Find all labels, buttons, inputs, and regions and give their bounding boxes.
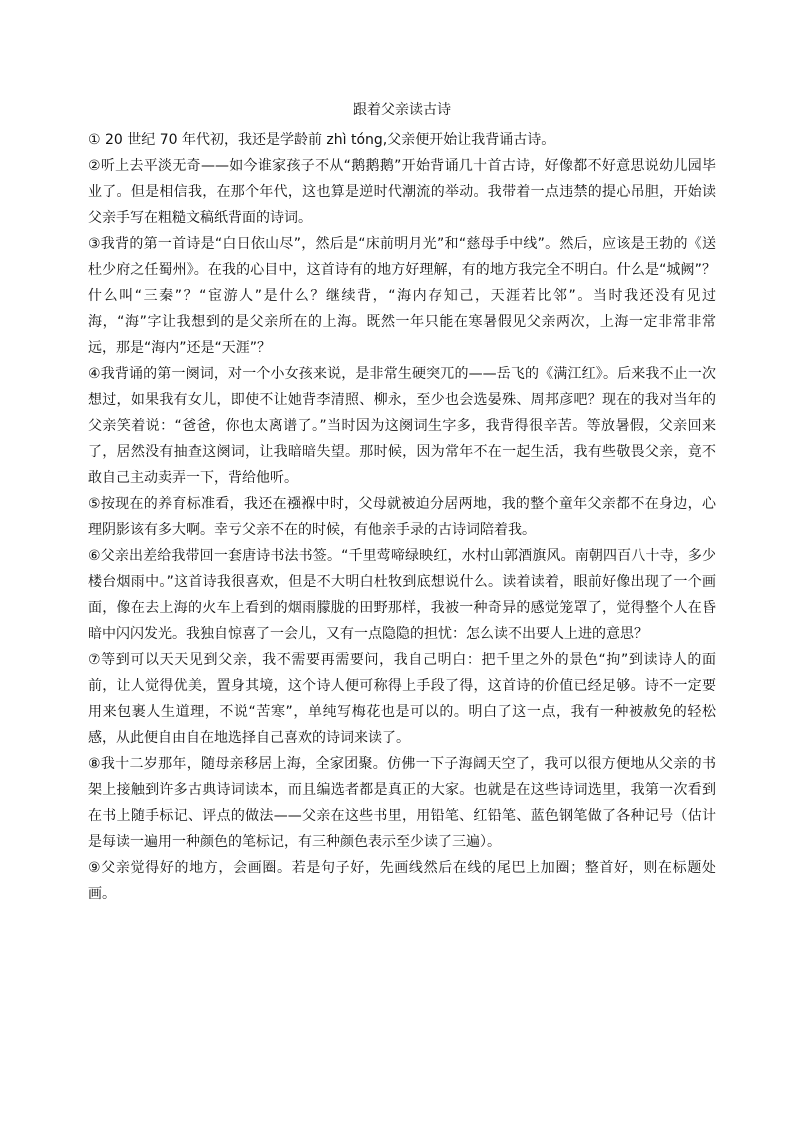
paragraph-5: ⑤按现在的养育标准看，我还在襁褓中时，父母就被迫分居两地，我的整个童年父亲都不在身边，心理阴影该有多大啊。幸亏父亲不在的时候，有他亲手录的古诗词陪着我。 [88,496,716,538]
paragraph-8: ⑧我十二岁那年，随母亲移居上海，全家团聚。仿佛一下子海阔天空了，我可以很方便地从父亲的书架上接触到许多古典诗词读本，而且编选者都是真正的大家。也就是在这些诗词选里，我第一次看到在书上随手标记、评点的做法——父亲在这些书里，用铅笔、红铅笔、蓝色钢笔做了各种记号（估计是每读一遍用一种颜色的笔标记，有三种颜色表示至少读了三遍）。 [88,756,716,850]
document-title: 跟着父亲读古诗 [353,102,451,118]
paragraph-4: ④我背诵的第一阕词，对一个小女孩来说，是非常生硬突兀的——岳飞的《满江红》。后来我不止一次想过，如果我有女儿，即使不让她背李清照、柳永，至少也会选晏殊、周邦彦吧？现在的我对当年的父亲笑着说：“爸爸，你也太离谱了。”当时因为这阕词生字多，我背得很辛苦。等放暑假，父亲回来了，居然没有抽查这阕词，让我暗暗失望。那时候，因为常年不在一起生活，我有些敬畏父亲，竟不敢自己主动卖弄一下，背给他听。 [88,366,716,486]
paragraph-6: ⑥父亲出差给我带回一套唐诗书法书签。“千里莺啼绿映红，水村山郭酒旗风。南朝四百八十寺，多少楼台烟雨中。”这首诗我很喜欢，但是不大明白杜牧到底想说什么。读着读着，眼前好像出现了一个画面，像在去上海的火车上看到的烟雨朦胧的田野那样，我被一种奇异的感觉笼罩了，觉得整个人在昏暗中闪闪发光。我独自惊喜了一会儿，又有一点隐隐的担忧：怎么读不出要人上进的意思？ [88,548,716,642]
paragraph-2: ②听上去平淡无奇——如今谁家孩子不从“鹅鹅鹅”开始背诵几十首古诗，好像都不好意思说幼儿园毕业了。但是相信我，在那个年代，这也算是逆时代潮流的举动。我带着一点违禁的提心吊胆，开始读父亲手写在粗糙文稿纸背面的诗词。 [88,158,716,226]
paragraph-9: ⑨父亲觉得好的地方，会画圈。若是句子好，先画线然后在线的尾巴上加圈；整首好，则在标题处画。 [88,860,716,902]
document-page [88,100,716,907]
paragraph-3: ③我背的第一首诗是“白日依山尽”，然后是“床前明月光”和“慈母手中线”。然后，应该是王勃的《送杜少府之任蜀州》。在我的心目中，这首诗有的地方好理解，有的地方我完全不明白。什么是“城阙”？什么叫“三秦”？“宦游人”是什么？继续背，“海内存知己，天涯若比邻”。当时我还没有见过海，“海”字让我想到的是父亲所在的上海。既然一年只能在寒暑假见父亲两次，上海一定非常非常远，那是“海内”还是“天涯”？ [88,236,716,356]
paragraph-7: ⑦等到可以天天见到父亲，我不需要再需要问，我自己明白：把千里之外的景色“拘”到读诗人的面前，让人觉得优美，置身其境，这个诗人便可称得上手段了得，这首诗的价值已经足够。诗不一定要用来包裹人生道理，不说“苦寒”，单纯写梅花也是可以的。明白了这一点，我有一种被赦免的轻松感，从此便自由自在地选择自己喜欢的诗词来读了。 [88,652,716,746]
paragraph-1: ① 20 世纪 70 年代初，我还是学龄前 zhì tóng,父亲便开始让我背诵古诗。 [88,132,556,148]
